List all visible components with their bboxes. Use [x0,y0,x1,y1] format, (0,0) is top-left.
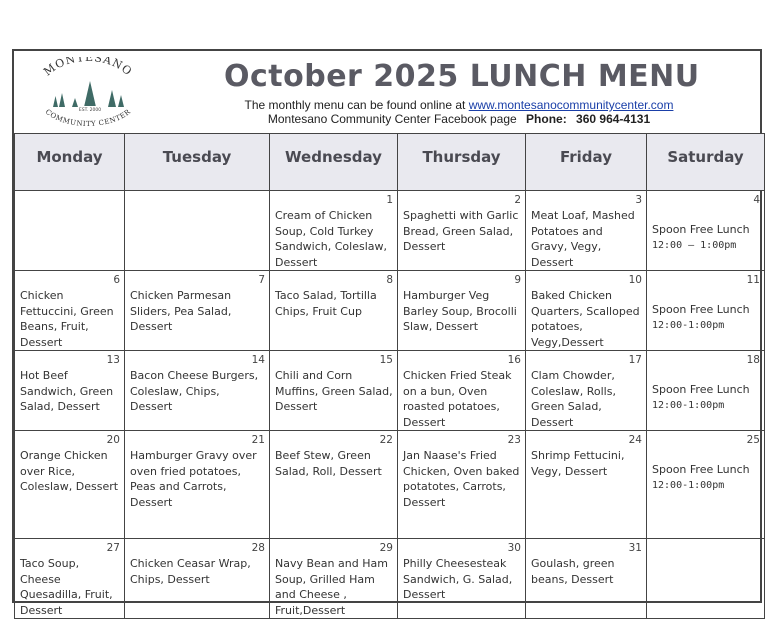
lunch-time: 12:00-1:00pm [652,320,725,331]
day-number: 25 [746,434,760,446]
menu-text: Spoon Free Lunch [652,463,750,476]
day-cell [270,431,398,539]
day-number: 4 [753,194,760,206]
day-number: 10 [628,274,642,286]
weekday-header-row [15,134,765,191]
calendar-table [14,133,765,619]
website-link[interactable]: www.montesanocommunitycenter.com [468,98,674,112]
online-text: The monthly menu can be found online at [244,98,466,112]
day-cell [647,271,765,351]
week-row [15,351,765,431]
day-number: 22 [379,434,393,446]
menu-text: Chili and Corn Muffins, Green Salad, Dessert [275,369,393,413]
day-number: 17 [628,354,642,366]
day-number: 3 [635,194,642,206]
day-cell [398,191,526,271]
day-cell [15,271,125,351]
menu-text: Spaghetti with Garlic Bread, Green Salad, Dessert [403,209,519,253]
day-number: 16 [507,354,521,366]
menu-text: Hamburger Gravy over oven fried potatoes, Peas and Carrots, Dessert [130,449,257,509]
header [14,51,760,135]
day-header: Wednesday [270,134,398,191]
svg-text:MONTESANO: MONTESANO [41,57,135,79]
menu-text: Chicken Fried Steak on a bun, Oven roasted potatoes, Dessert [403,369,512,429]
day-number: 8 [386,274,393,286]
day-cell [398,351,526,431]
menu-text [15,191,124,208]
day-cell [526,351,647,431]
week-row [15,539,765,619]
menu-text: Cream of Chicken Soup, Cold Turkey Sandwich, Coleslaw, Dessert [275,209,387,269]
day-cell [526,191,647,271]
menu-text: Philly Cheesesteak Sandwich, G. Salad, Dessert [403,557,513,601]
day-number: 13 [106,354,120,366]
menu-text: Meat Loaf, Mashed Potatoes and Gravy, Vegy, Dessert [531,209,635,269]
community-center-logo [32,57,144,133]
menu-text: Spoon Free Lunch [652,303,750,316]
menu-text: Taco Soup, Cheese Quesadilla, Fruit, Dessert [20,557,113,617]
menu-text: Goulash, green beans, Dessert [531,557,615,586]
day-cell [15,431,125,539]
day-header: Tuesday [125,134,270,191]
menu-text: Navy Bean and Ham Soup, Grilled Ham and Cheese , Fruit,Dessert [275,557,388,617]
week-row [15,271,765,351]
menu-text: Chicken Ceasar Wrap, Chips, Dessert [130,557,251,586]
menu-text: Clam Chowder, Coleslaw, Rolls, Green Salad, Dessert [531,369,616,429]
menu-text: Spoon Free Lunch [652,383,750,396]
day-cell [647,539,765,619]
day-cell [15,539,125,619]
day-cell [647,191,765,271]
day-number: 24 [628,434,642,446]
day-cell [398,271,526,351]
menu-frame [12,49,762,617]
day-number: 20 [106,434,120,446]
menu-text: Bacon Cheese Burgers, Coleslaw, Chips, Dessert [130,369,259,413]
lunch-time: 12:00 – 1:00pm [652,240,737,251]
day-cell [270,351,398,431]
day-number: 11 [746,274,760,286]
lunch-time: 12:00-1:00pm [652,400,725,411]
day-cell [125,351,270,431]
day-cell [270,539,398,619]
phone-label: Phone: [526,112,567,126]
week-row [15,191,765,271]
day-number: 30 [507,542,521,554]
day-number: 18 [746,354,760,366]
day-number: 28 [251,542,265,554]
day-cell [526,539,647,619]
day-header: Saturday [647,134,765,191]
day-cell [270,191,398,271]
day-cell [125,191,270,271]
day-number: 21 [251,434,265,446]
day-header: Monday [15,134,125,191]
menu-text: Taco Salad, Tortilla Chips, Fruit Cup [275,289,377,318]
menu-text: Chicken Parmesan Sliders, Pea Salad, Dessert [130,289,232,333]
menu-text: Jan Naase's Fried Chicken, Oven baked potatotes, Carrots, Dessert [403,449,520,509]
phone-number: 360 964-4131 [576,112,651,126]
day-header: Thursday [398,134,526,191]
page-title: October 2025 LUNCH MENU [224,59,700,94]
menu-text: Chicken Fettuccini, Green Beans, Fruit, Dessert [20,289,114,349]
facebook-text: Montesano Community Center Facebook page [267,112,517,126]
day-cell [398,539,526,619]
day-cell [526,271,647,351]
saturday-text [647,191,764,254]
day-cell [647,431,765,539]
menu-text: Hamburger Veg Barley Soup, Brocolli Slaw, Dessert [403,289,517,333]
menu-text: Spoon Free Lunch [652,223,750,236]
menu-text: Shrimp Fettucini, Vegy, Dessert [531,449,625,478]
day-number: 7 [258,274,265,286]
day-cell [270,271,398,351]
day-header: Friday [526,134,647,191]
day-cell [398,431,526,539]
svg-text:EST. 2000: EST. 2000 [78,108,102,113]
day-cell [15,351,125,431]
week-row [15,431,765,539]
svg-text:COMMUNITY CENTER: COMMUNITY CENTER [43,107,133,129]
online-line [224,98,694,112]
day-number: 1 [386,194,393,206]
day-cell [526,431,647,539]
day-number: 15 [379,354,393,366]
day-number: 23 [507,434,521,446]
menu-text: Orange Chicken over Rice, Coleslaw, Dessert [20,449,119,493]
day-number: 31 [628,542,642,554]
menu-text [647,539,764,556]
menu-text: Hot Beef Sandwich, Green Salad, Dessert [20,369,114,413]
day-number: 2 [514,194,521,206]
day-cell [125,539,270,619]
menu-text [125,191,269,208]
day-cell [125,271,270,351]
day-cell [647,351,765,431]
menu-text: Beef Stew, Green Salad, Roll, Dessert [275,449,382,478]
lunch-time: 12:00-1:00pm [652,480,725,491]
day-number: 14 [251,354,265,366]
contact-line [224,112,694,126]
day-cell [125,431,270,539]
day-cell [15,191,125,271]
day-number: 6 [113,274,120,286]
day-number: 29 [379,542,393,554]
menu-text: Baked Chicken Quarters, Scalloped potatoes, Vegy,Dessert [531,289,640,349]
day-number: 9 [514,274,521,286]
day-number: 27 [106,542,120,554]
